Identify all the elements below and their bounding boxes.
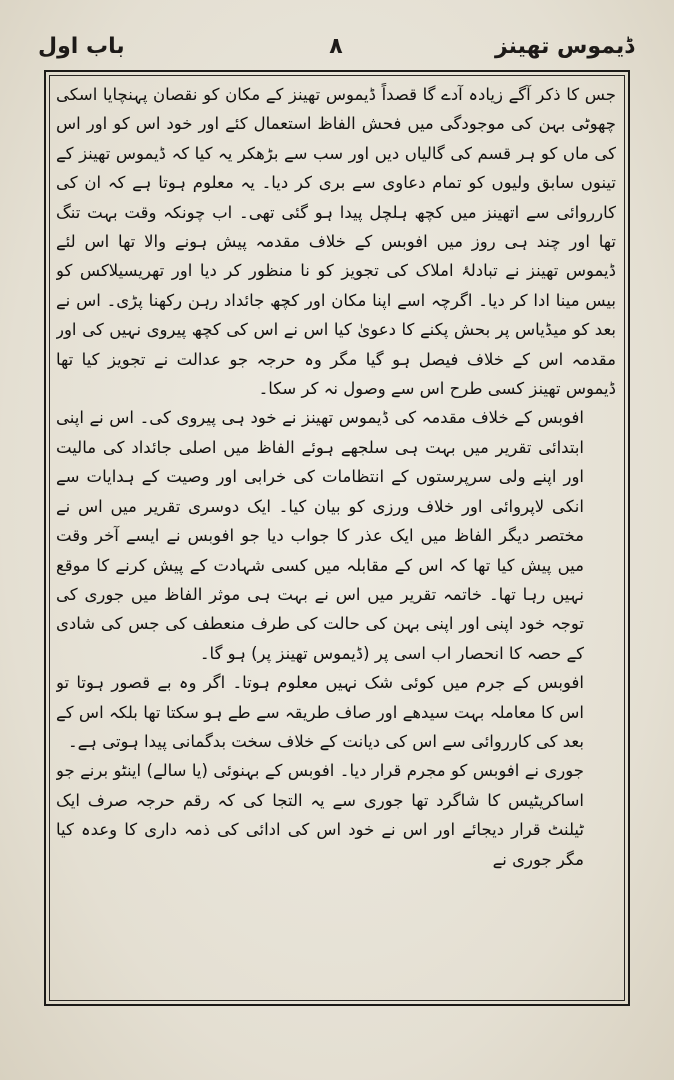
- running-title: ڈیموس تھینز: [494, 34, 634, 59]
- page-header: [38, 20, 634, 72]
- page-border-frame: [44, 70, 630, 1006]
- body-text: [56, 80, 616, 990]
- paragraph: افوبس کے جرم میں کوئی شک نہیں معلوم ہوتا۔ اگر وہ بے قصور ہوتا تو اس کا معاملہ بہت سیدھے اور صاف طریقہ سے طے ہو سکتا تھا بلکہ اس کے بعد کی کارروائی سے اس کی دیانت کے خلاف سخت بدگمانی پیدا ہوتی ہے۔: [56, 673, 584, 751]
- paragraph: افوبس کے خلاف مقدمہ کی ڈیموس تھینز نے خود ہی پیروی کی۔ اس نے اپنی ابتدائی تقریر میں بہت ہی سلجھے ہوئے الفاظ میں اصلی جائداد کی مالیت اور اپنے ولی سرپرستوں کے انتظامات کی خرابی اور وصیت کے ہدایات سے انکی لاپروائی اور خلاف ورزی کو بیان کیا۔ ایک دوسری تقریر میں اس نے مختصر دیگر الفاظ میں ایک عذر کا جواب دیا جو افوبس نے ایسے آخر وقت میں پیش کیا تھا کہ اس کے مقابلہ میں کسی شہادت کے پیش کرنے کا موقع نہیں رہا تھا۔ خاتمہ تقریر میں اس نے بہت ہی موثر الفاظ میں جوری کی توجہ خود اپنی اور اپنی بہن کی حالت کی طرف منعطف کی جس کی شادی کے حصہ کا انحصار اب اسی پر (ڈیموس تھینز پر) ہو گا۔: [56, 408, 584, 663]
- paragraph: جس کا ذکر آگے زیادہ آدے گا قصداً ڈیموس تھینز کے مکان کو نقصان پہنچایا اسکی چھوٹی بہن کی موجودگی میں فحش الفاظ استعمال کئے اور خود اس کو اور اس کی ماں کو ہر قسم کی گالیاں دیں اور سب سے بڑھکر یہ کیا کہ ڈیموس تھینز کے تینوں سابق ولیوں کو تمام دعاوی سے بری کر دیا۔ یہ معلوم ہوتا ہے کہ ان کی کارروائی سے اتھینز میں کچھ ہلچل پیدا ہو گئی تھی۔ اب چونکہ وقت بہت تنگ تھا اور چند ہی روز میں افوبس کے خلاف مقدمہ پیش ہونے والا تھا اس لئے ڈیموس تھینز نے تبادلۂ املاک کی تجویز کو نا منظور کر دیا اور تھریسیلاکس کو بیس مینا ادا کر دیا۔ اگرچہ اسے اپنا مکان اور کچھ جائداد رہن رکھنا پڑی۔ اس نے بعد کو میڈیاس پر بحش پکنے کا دعویٰ کیا اس نے اس کی کچھ پیروی نہیں کی اور مقدمہ اس کے خلاف فیصل ہو گیا مگر وہ حرجہ جو عدالت نے تجویز کیا تھا ڈیموس تھینز کسی طرح اس سے وصول نہ کر سکا۔: [56, 85, 616, 399]
- page-number: ۸: [329, 34, 343, 59]
- chapter-label: باب اول: [38, 34, 125, 59]
- paragraph: جوری نے افوبس کو مجرم قرار دیا۔ افوبس کے بہنوئی (یا سالے) اینٹو برنے جو اساکریٹیس کا شاگرد تھا جوری سے یہ التجا کی کہ رقم حرجہ صرف ایک ٹیلنٹ قرار دیجائے اور اس نے خود اس کی ادائی کی ذمہ داری کا وعدہ کیا مگر جوری نے: [56, 761, 584, 869]
